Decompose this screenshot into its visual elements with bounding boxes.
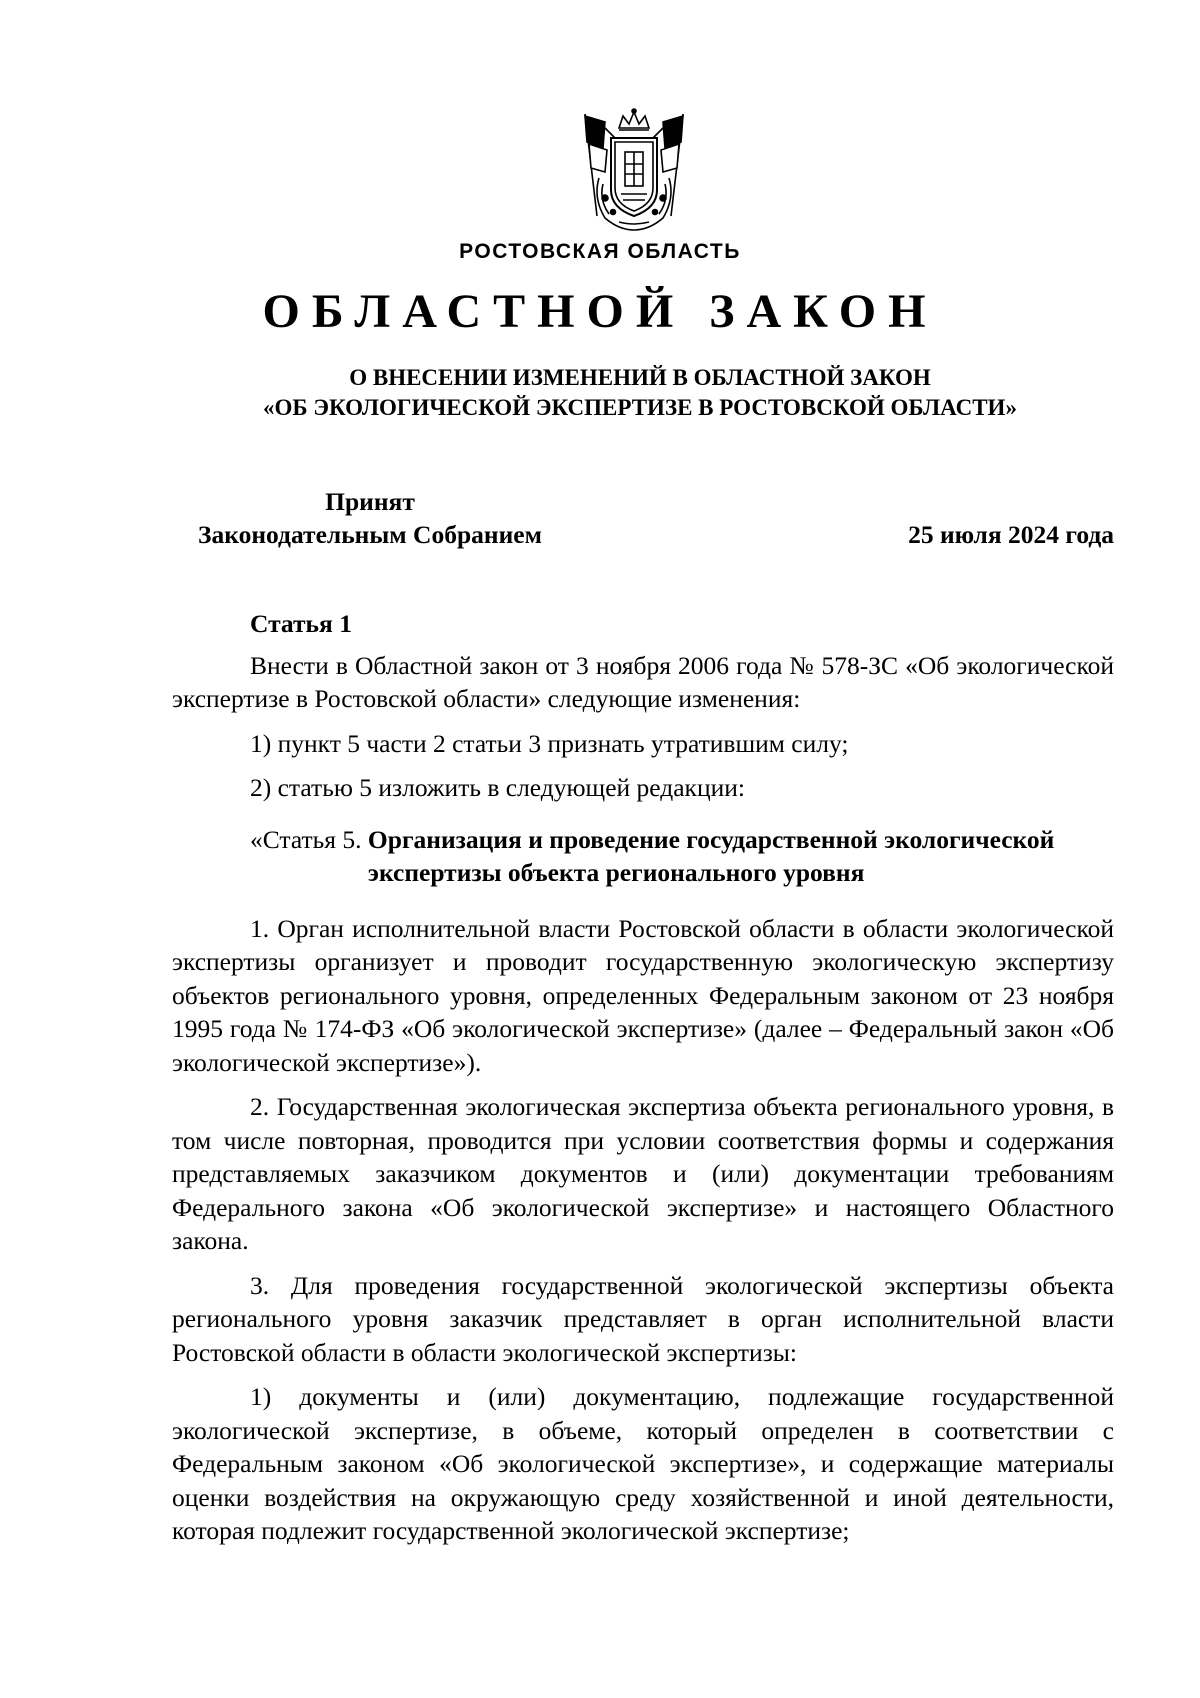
adoption-line-1: Принят bbox=[325, 487, 415, 516]
law-title-line-2: «ОБ ЭКОЛОГИЧЕСКОЙ ЭКСПЕРТИЗЕ В РОСТОВСКОЙ ОБЛАСТИ» bbox=[263, 395, 1017, 420]
region-name: РОСТОВСКАЯ ОБЛАСТЬ bbox=[459, 240, 741, 263]
article-1-item-2: 2) статью 5 изложить в следующей редакции: bbox=[250, 773, 745, 802]
law-title bbox=[160, 363, 1120, 423]
article-1-intro: Внести в Областной закон от 3 ноября 2006 года № 578-ЗС «Об экологической экспертизе в Ростовской области» следующие изменения: bbox=[172, 650, 1114, 713]
law-title-line-1: О ВНЕСЕНИИ ИЗМЕНЕНИЙ В ОБЛАСТНОЙ ЗАКОН bbox=[349, 365, 931, 390]
article-5-paragraph-1: 1. Орган исполнительной власти Ростовской области в области экологической экспертизы организует и проводит государственную экологическую экспертизу объектов регионального уровня, определенных Федеральным законом от 23 ноября 1995 года № 174-ФЗ «Об экологической экспертизе» (далее – Федеральный закон «Об экологической экспертизе»). bbox=[172, 913, 1114, 1077]
coat-of-arms-emblem bbox=[575, 108, 693, 234]
article-5-label: «Статья 5. bbox=[250, 824, 368, 854]
law-body bbox=[172, 607, 1114, 1559]
article-1-item-1: 1) пункт 5 части 2 статьи 3 признать утратившим силу; bbox=[250, 728, 849, 758]
article-5-heading bbox=[172, 823, 1114, 890]
adoption-date: 25 июля 2024 года bbox=[908, 520, 1114, 549]
article-5-paragraph-2: 2. Государственная экологическая экспертиза объекта регионального уровня, в том числе повторная, проводится при условии соответствия формы и содержания представляемых заказчиком документов и (или) документации требованиям Федерального закона «Об экологической экспертизе» и настоящего Областного закона. bbox=[172, 1092, 1114, 1255]
article-5-paragraph-4: 1) документы и (или) документацию, подлежащие государственной экологической экспертизе, в объеме, который определен в соответствии с Федеральным законом «Об экологической экспертизе», и содержащие материалы оценки воздействия на окружающую среду хозяйственной и иной деятельности, которая подлежит государственной экологической экспертизе; bbox=[172, 1382, 1114, 1545]
article-1-heading: Статья 1 bbox=[250, 609, 352, 638]
law-type-heading: ОБЛАСТНОЙ ЗАКОН bbox=[262, 285, 938, 338]
adoption-body bbox=[165, 485, 575, 551]
article-5-paragraph-3: 3. Для проведения государственной экологической экспертизы объекта регионального уровня заказчик представляет в орган исполнительной власти Ростовской области в области экологической экспертизы: bbox=[172, 1270, 1114, 1367]
adoption-line-2: Законодательным Собранием bbox=[198, 520, 542, 549]
article-5-title: Организация и проведение государственной экологической экспертизы объекта регионального уровня bbox=[367, 824, 1055, 887]
